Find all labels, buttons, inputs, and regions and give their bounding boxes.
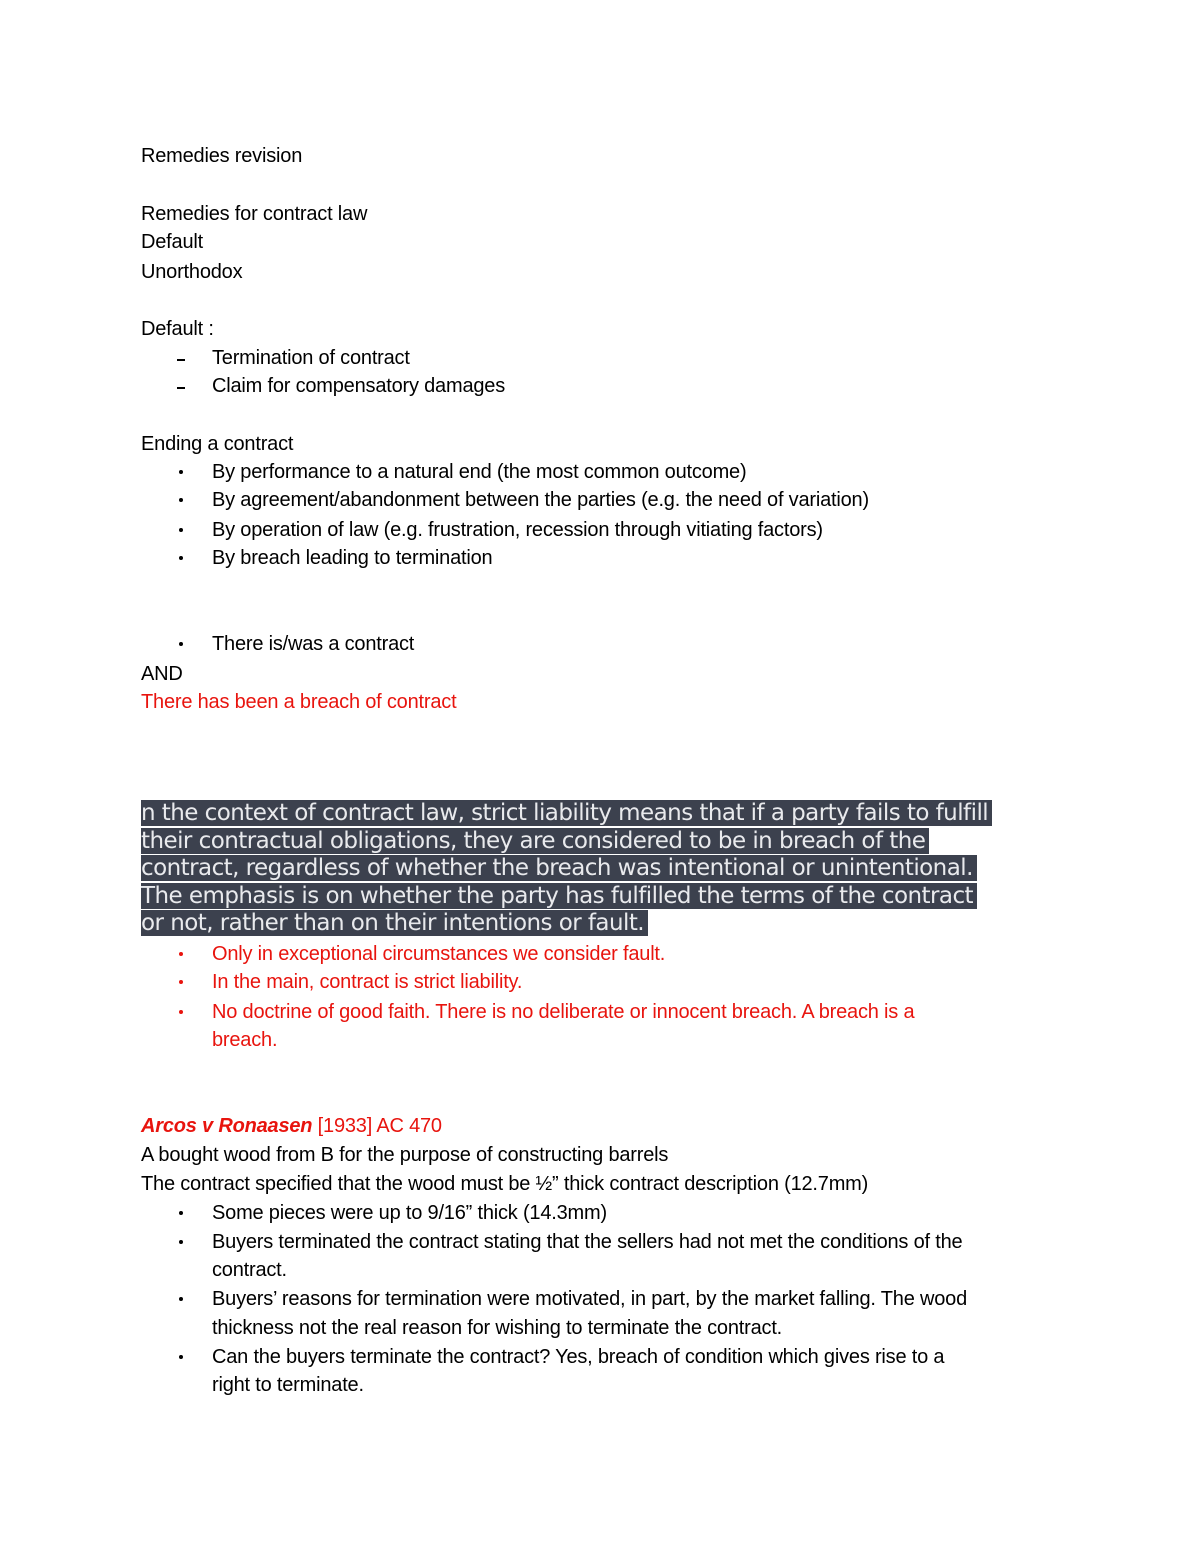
highlighted-paragraph xyxy=(141,800,1061,938)
case-heading xyxy=(141,1112,442,1141)
case-item: Buyers’ reasons for termination were motivated, in part, by the market falling. The wood xyxy=(212,1288,967,1310)
default-heading: Default : xyxy=(141,318,214,340)
case-citation: [1933] AC 470 xyxy=(312,1115,442,1137)
ending-item: By operation of law (e.g. frustration, recession through vitiating factors) xyxy=(212,519,823,541)
ending-item: By performance to a natural end (the most common outcome) xyxy=(212,461,747,483)
case-item: Can the buyers terminate the contract? Yes, breach of condition which gives rise to a xyxy=(212,1346,945,1368)
breach-line: There has been a breach of contract xyxy=(141,691,457,713)
ending-item: By breach leading to termination xyxy=(212,547,493,569)
case-item: Buyers terminated the contract stating that the sellers had not met the conditions of the xyxy=(212,1231,963,1253)
case-item: Some pieces were up to 9/16” thick (14.3mm) xyxy=(212,1202,607,1224)
contract-item: There is/was a contract xyxy=(212,633,415,655)
default-item: Termination of contract xyxy=(212,347,410,369)
highlighted-line: The emphasis is on whether the party has fulfilled the terms of the contract xyxy=(141,883,977,909)
red-item-continuation: breach. xyxy=(212,1029,278,1051)
case-line: A bought wood from B for the purpose of constructing barrels xyxy=(141,1144,669,1166)
case-line: The contract specified that the wood must be ½” thick contract description (12.7mm) xyxy=(141,1173,869,1195)
case-item-continuation: contract. xyxy=(212,1259,287,1281)
case-item-continuation: thickness not the real reason for wishing to terminate the contract. xyxy=(212,1317,783,1339)
highlighted-line: or not, rather than on their intentions or fault. xyxy=(141,910,648,936)
intro-line: Unorthodox xyxy=(141,261,243,283)
case-name: Arcos v Ronaasen xyxy=(141,1115,313,1137)
red-item: No doctrine of good faith. There is no deliberate or innocent breach. A breach is a xyxy=(212,1001,915,1023)
case-item-continuation: right to terminate. xyxy=(212,1374,364,1396)
highlighted-line: n the context of contract law, strict liability means that if a party fails to fulfill xyxy=(141,800,992,826)
intro-line: Default xyxy=(141,231,203,253)
document-title: Remedies revision xyxy=(141,145,303,167)
and-label: AND xyxy=(141,663,183,685)
ending-item: By agreement/abandonment between the parties (e.g. the need of variation) xyxy=(212,489,869,511)
intro-line: Remedies for contract law xyxy=(141,203,368,225)
red-item: In the main, contract is strict liability. xyxy=(212,971,523,993)
highlighted-line: their contractual obligations, they are considered to be in breach of the xyxy=(141,828,929,854)
default-item: Claim for compensatory damages xyxy=(212,375,506,397)
red-item: Only in exceptional circumstances we consider fault. xyxy=(212,943,666,965)
highlighted-line: contract, regardless of whether the breach was intentional or unintentional. xyxy=(141,855,977,881)
ending-heading: Ending a contract xyxy=(141,433,294,455)
